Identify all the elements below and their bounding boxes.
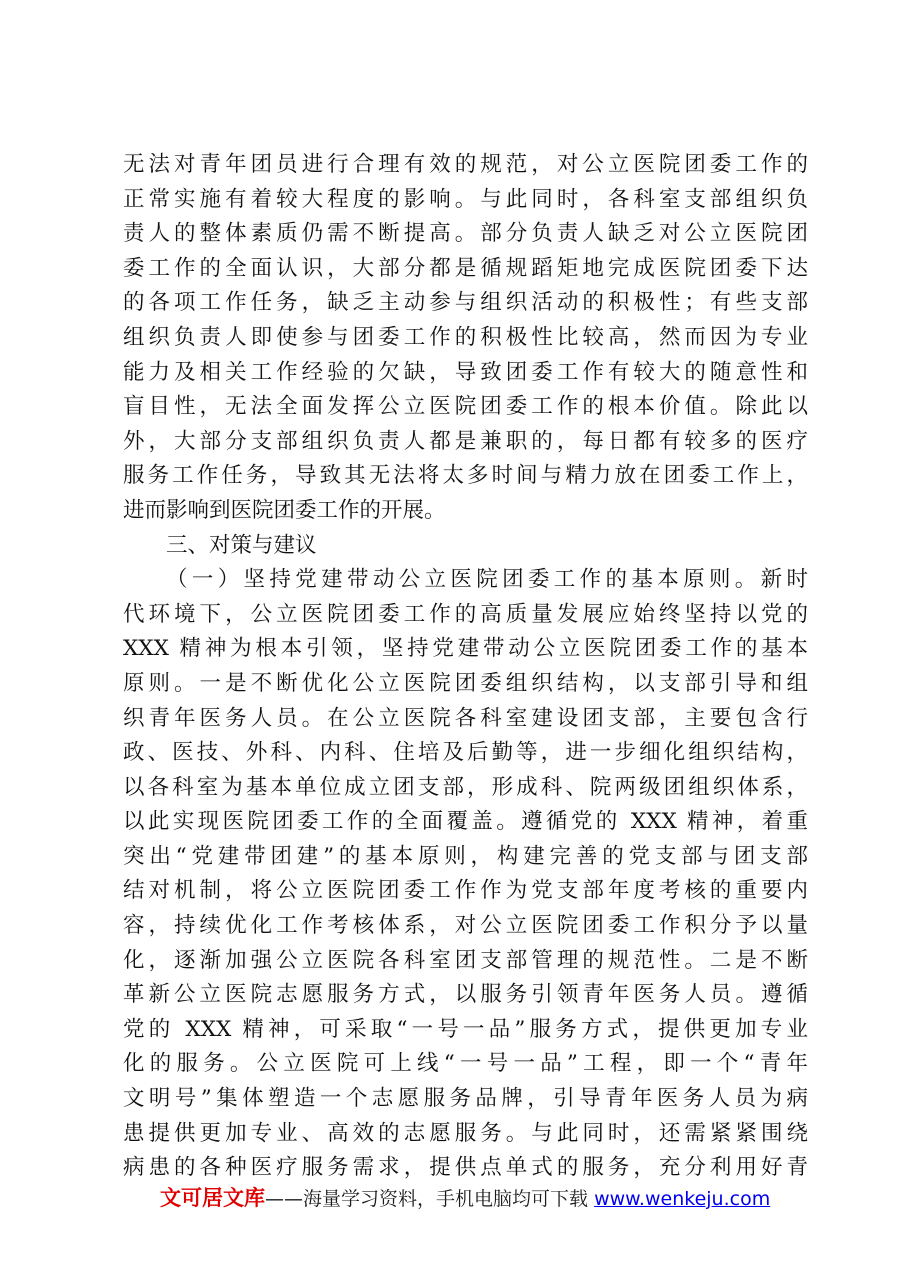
text-line: 突出“党建带团建”的基本原则，构建完善的党支部与团支部 bbox=[123, 843, 808, 869]
document-body bbox=[123, 148, 808, 1186]
text-line: 以此实现医院团委工作的全面覆盖。遵循党的 XXX 精神，着重 bbox=[123, 809, 808, 835]
text-line: 委工作的全面认识，大部分都是循规蹈矩地完成医院团委下达 bbox=[123, 255, 808, 281]
text-line: 患提供更加专业、高效的志愿服务。与此同时，还需紧紧围绕 bbox=[123, 1120, 808, 1146]
text-line: 化，逐渐加强公立医院各科室团支部管理的规范性。二是不断 bbox=[123, 947, 808, 973]
text-line: 服务工作任务，导致其无法将太多时间与精力放在团委工作上， bbox=[123, 463, 808, 489]
text-line: 盲目性，无法全面发挥公立医院团委工作的根本价值。除此以 bbox=[123, 394, 808, 420]
text-line: 的各项工作任务，缺乏主动参与组织活动的积极性；有些支部 bbox=[123, 290, 808, 316]
text-line: 代环境下，公立医院团委工作的高质量发展应始终坚持以党的 bbox=[123, 601, 808, 627]
text-line: 进而影响到医院团委工作的开展。 bbox=[123, 497, 446, 523]
footer-tagline: ——海量学习资料，手机电脑均可下载 bbox=[265, 1188, 589, 1210]
text-line: 原则。一是不断优化公立医院团委组织结构，以支部引导和组 bbox=[123, 670, 808, 696]
text-line: 病患的各种医疗服务需求，提供点单式的服务，充分利用好青 bbox=[123, 1155, 808, 1181]
paragraph-countermeasures bbox=[123, 563, 808, 1186]
text-line: 外，大部分支部组织负责人都是兼职的，每日都有较多的医疗 bbox=[123, 428, 808, 454]
text-line: （一）坚持党建带动公立医院团委工作的基本原则。新时 bbox=[166, 567, 808, 593]
text-line: 组织负责人即使参与团委工作的积极性比较高，然而因为专业 bbox=[123, 324, 808, 350]
text-line: 化的服务。公立医院可上线“一号一品”工程，即一个“青年 bbox=[123, 1051, 808, 1077]
text-line: 无法对青年团员进行合理有效的规范，对公立医院团委工作的 bbox=[123, 152, 808, 177]
footer-brand: 文可居文库 bbox=[160, 1186, 265, 1210]
paragraph-problem-analysis bbox=[123, 148, 808, 529]
text-line: 织青年医务人员。在公立医院各科室建设团支部，主要包含行 bbox=[123, 705, 808, 731]
footer-link[interactable]: www.wenkeju.com bbox=[594, 1188, 771, 1210]
text-line: 文明号”集体塑造一个志愿服务品牌，引导青年医务人员为病 bbox=[123, 1086, 808, 1112]
text-line: 正常实施有着较大程度的影响。与此同时，各科室支部组织负 bbox=[123, 186, 808, 212]
text-line: 革新公立医院志愿服务方式，以服务引领青年医务人员。遵循 bbox=[123, 982, 808, 1008]
text-line: 责人的整体素质仍需不断提高。部分负责人缺乏对公立医院团 bbox=[123, 221, 808, 247]
text-line: 能力及相关工作经验的欠缺，导致团委工作有较大的随意性和 bbox=[123, 359, 808, 385]
text-line: 政、医技、外科、内科、住培及后勤等，进一步细化组织结构， bbox=[123, 740, 808, 766]
text-line: 容，持续优化工作考核体系，对公立医院团委工作积分予以量 bbox=[123, 913, 808, 939]
section-heading: 三、对策与建议 bbox=[166, 532, 317, 558]
text-line: 以各科室为基本单位成立团支部，形成科、院两级团组织体系， bbox=[123, 774, 808, 800]
text-line: 党的 XXX 精神，可采取“一号一品”服务方式，提供更加专业 bbox=[123, 1016, 808, 1042]
footer-watermark bbox=[160, 1183, 780, 1213]
text-line: XXX 精神为根本引领，坚持党建带动公立医院团委工作的基本 bbox=[123, 636, 808, 662]
text-line: 结对机制，将公立医院团委工作作为党支部年度考核的重要内 bbox=[123, 878, 808, 904]
